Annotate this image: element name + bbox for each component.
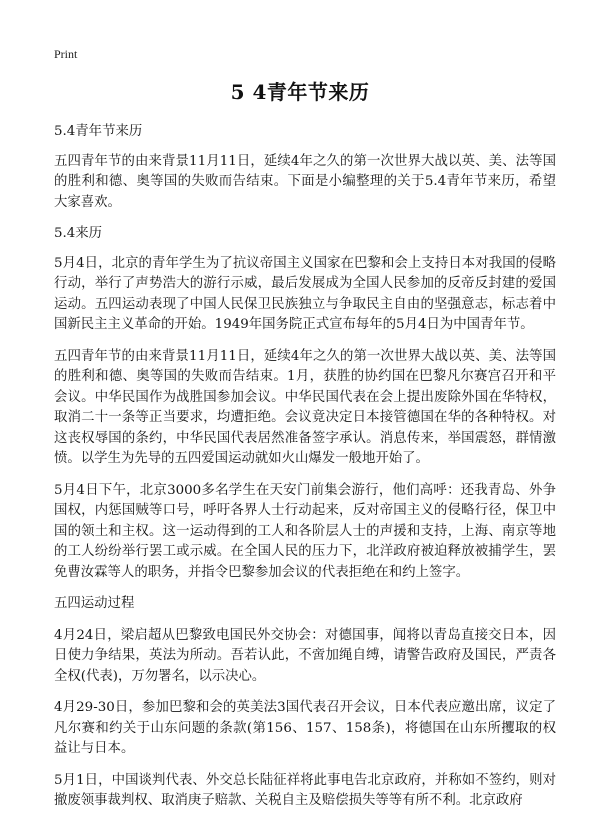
paragraph-intro: 五四青年节的由来背景11月11日，延续4年之久的第一次世界大战以英、美、法等国的胜利和德、奥等国的失败而告结束。下面是小编整理的关于5.4青年节来历，希望大家喜欢。 xyxy=(54,153,556,210)
section-heading-intro: 5.4青年节来历 xyxy=(54,124,143,139)
paragraph-process-1: 4月24日，梁启超从巴黎致电国民外交协会：对德国事，闻将以青岛直接交日本，因日使力争结果，英法为所动。吾若认此，不啻加绳自缚，请警告政府及国民，严责各全权(代表)，万勿署名，以示决心。 xyxy=(54,627,556,684)
paragraph-origin-1: 5月4日，北京的青年学生为了抗议帝国主义国家在巴黎和会上支持日本对我国的侵略行动，举行了声势浩大的游行示威，最后发展成为全国人民参加的反帝反封建的爱国运动。五四运动表现了中国人民保卫民族独立与争取民主自由的坚强意志，标志着中国新民主主义革命的开始。1949年国务院正式宣布每年的5月4日为中国青年节。 xyxy=(54,255,556,332)
paragraph-process-2: 4月29-30日，参加巴黎和会的英美法3国代表召开会议，日本代表应邀出席，议定了凡尔赛和约关于山东问题的条款(第156、157、158条)，将德国在山东所攫取的权益让与日本。 xyxy=(54,700,556,756)
page-title: 5 4青年节来历 xyxy=(230,80,370,104)
article-body xyxy=(54,122,556,812)
paragraph-process-3: 5月1日，中国谈判代表、外交总长陆征祥将此事电告北京政府，并称如不签约，则对撤废领事裁判权、取消庚子赔款、关税自主及赔偿损失等等有所不利。北京政府 xyxy=(54,772,556,808)
paragraph-origin-2: 五四青年节的由来背景11月11日，延续4年之久的第一次世界大战以英、美、法等国的胜利和德、奥等国的失败而告结束。1月，获胜的协约国在巴黎凡尔赛宫召开和平会议。中华民国作为战胜国参加会议。中华民国代表在会上提出废除外国在华特权，取消二十一条等正当要求，均遭拒绝。会议竟决定日本接管德国在华的各种特权。对这丧权辱国的条约，中华民国代表居然准备签字承认。消息传来，举国震怒，群情激愤。以学生为先导的五四爱国运动就如火山爆发一般地开始了。 xyxy=(54,348,556,466)
paragraph-origin-3: 5月4日下午，北京3000多名学生在天安门前集会游行，他们高呼：还我青岛、外争国权，内惩国贼等口号，呼吁各界人士行动起来，反对帝国主义的侵略行径，保卫中国的领土和主权。这一运动得到的工人和各阶层人士的声援和支持，上海、南京等地的工人纷纷举行罢工或示威。在全国人民的压力下，北洋政府被迫释放被捕学生，罢免曹汝霖等人的职务，并指令巴黎参加会议的代表拒绝在和约上签字。 xyxy=(54,482,556,580)
print-link[interactable]: Print xyxy=(54,47,78,61)
section-heading-process: 五四运动过程 xyxy=(54,596,135,611)
section-heading-origin: 5.4来历 xyxy=(54,226,103,241)
